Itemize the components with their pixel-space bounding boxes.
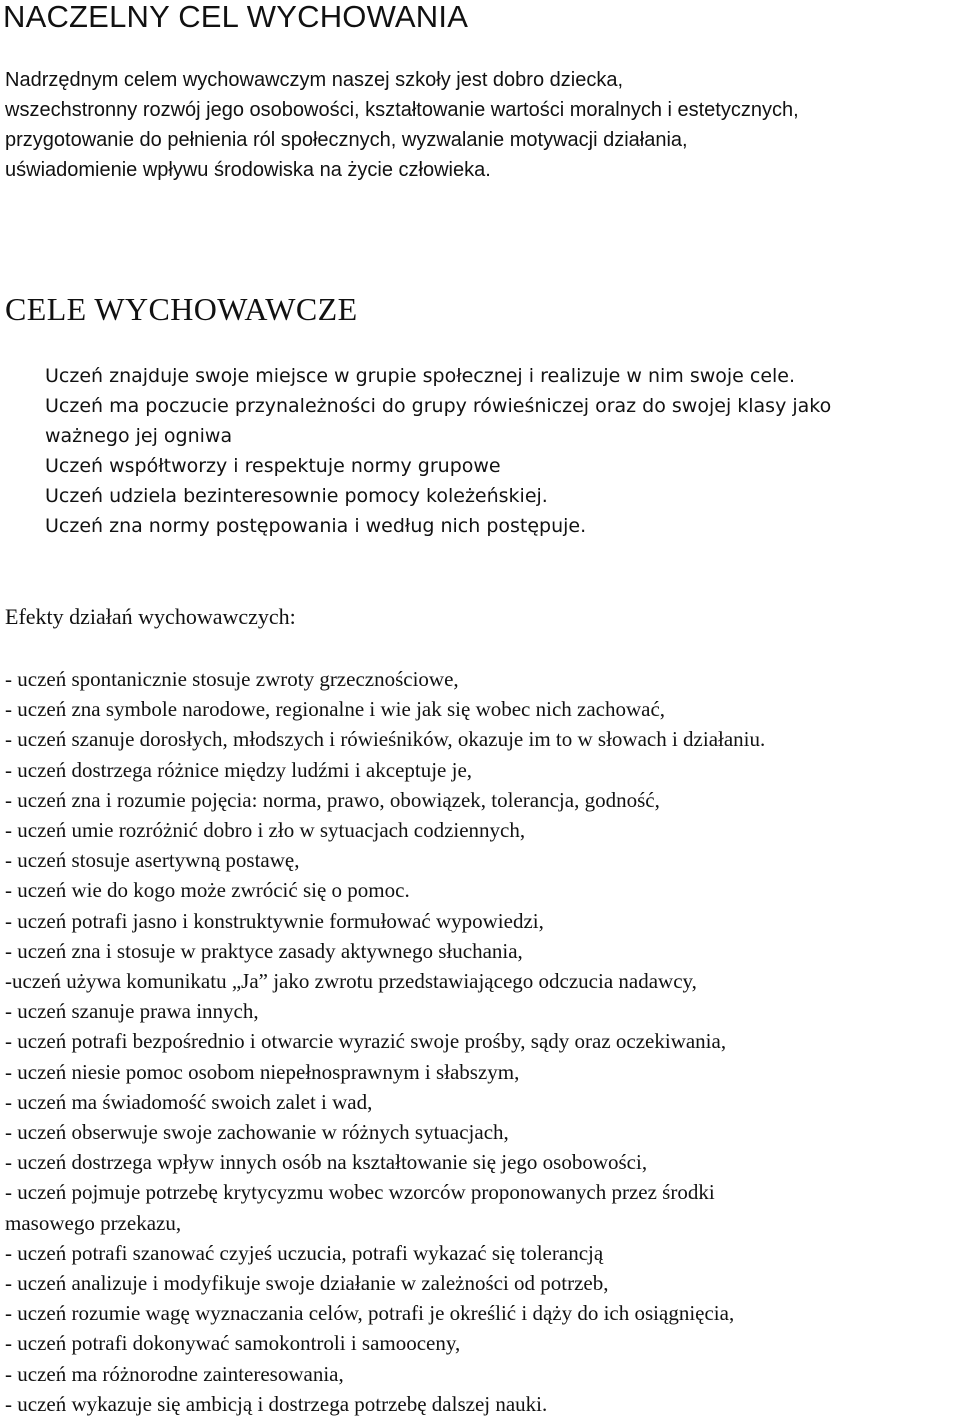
effect-line: - uczeń analizuje i modyfikuje swoje działanie w zależności od potrzeb, [5,1271,609,1296]
effect-line: - uczeń dostrzega różnice między ludźmi i akceptuje je, [5,757,473,782]
effect-line: - uczeń ma świadomość swoich zalet i wad, [5,1089,373,1114]
effect-line: - uczeń obserwuje swoje zachowanie w różnych sytuacjach, [5,1120,509,1145]
intro-line: wszechstronny rozwój jego osobowości, kształtowanie wartości moralnych i estetycznych, [5,99,799,121]
effect-line: - uczeń potrafi jasno i konstruktywnie formułować wypowiedzi, [5,908,544,933]
goals-list [45,361,960,541]
goal-line: Uczeń znajduje swoje miejsce w grupie społecznej i realizuje w nim swoje cele. [45,365,796,387]
effect-line: - uczeń umie rozróżnić dobro i zło w sytuacjach codziennych, [5,818,526,843]
goal-line: Uczeń zna normy postępowania i według nich postępuje. [45,515,587,537]
effect-line: masowego przekazu, [5,1210,182,1235]
intro-line: przygotowanie do pełnienia ról społecznych, wyzwalanie motywacji działania, [5,129,688,151]
effect-line: - uczeń dostrzega wpływ innych osób na kształtowanie się jego osobowości, [5,1150,648,1175]
effect-line: - uczeń wie do kogo może zwrócić się o pomoc. [5,878,410,903]
effect-line: - uczeń spontanicznie stosuje zwroty grzecznościowe, [5,667,459,691]
effect-line: - uczeń potrafi dokonywać samokontroli i samooceny, [5,1331,461,1356]
effect-line: - uczeń zna symbole narodowe, regionalne i wie jak się wobec nich zachować, [5,697,666,722]
effect-line: - uczeń potrafi szanować czyjeś uczucia, potrafi wykazać się tolerancją [5,1240,604,1265]
effect-line: - uczeń szanuje dorosłych, młodszych i rówieśników, okazuje im to w słowach i działaniu. [5,727,766,752]
effect-line: - uczeń szanuje prawa innych, [5,999,259,1024]
effect-line: - uczeń pojmuje potrzebę krytycyzmu wobec wzorców proponowanych przez środki [5,1180,715,1205]
document-title: NACZELNY CEL WYCHOWANIA [3,0,469,34]
intro-line: Nadrzędnym celem wychowawczym naszej szkoły jest dobro dziecka, [5,69,624,91]
intro-line: uświadomienie wpływu środowiska na życie człowieka. [5,159,491,181]
effects-title: Efekty działań wychowawczych: [5,604,296,629]
goal-line: ważnego jej ogniwa [45,425,233,447]
effect-line: - uczeń zna i stosuje w praktyce zasady aktywnego słuchania, [5,938,523,963]
effect-line: - uczeń rozumie wagę wyznaczania celów, potrafi je określić i dąży do ich osiągnięcia, [5,1301,735,1326]
effect-line: - uczeń zna i rozumie pojęcia: norma, prawo, obowiązek, tolerancja, godność, [5,787,660,812]
effect-line: - uczeń wykazuje się ambicją i dostrzega potrzebę dalszej nauki. [5,1391,548,1416]
goal-line: Uczeń udziela bezinteresownie pomocy koleżeńskiej. [45,485,548,507]
effects-list [5,664,960,1419]
goal-line: Uczeń współtworzy i respektuje normy grupowe [45,455,501,477]
effect-line: - uczeń niesie pomoc osobom niepełnosprawnym i słabszym, [5,1059,520,1084]
effect-line: - uczeń ma różnorodne zainteresowania, [5,1361,344,1386]
effect-line: -uczeń używa komunikatu „Ja” jako zwrotu przedstawiającego odczucia nadawcy, [5,969,697,994]
effect-line: - uczeń stosuje asertywną postawę, [5,848,300,873]
goal-line: Uczeń ma poczucie przynależności do grupy rówieśniczej oraz do swojej klasy jako [45,395,832,417]
intro-paragraph [5,65,960,185]
effect-line: - uczeń potrafi bezpośrednio i otwarcie wyrazić swoje prośby, sądy oraz oczekiwania, [5,1029,727,1054]
section-title: CELE WYCHOWAWCZE [5,291,358,327]
